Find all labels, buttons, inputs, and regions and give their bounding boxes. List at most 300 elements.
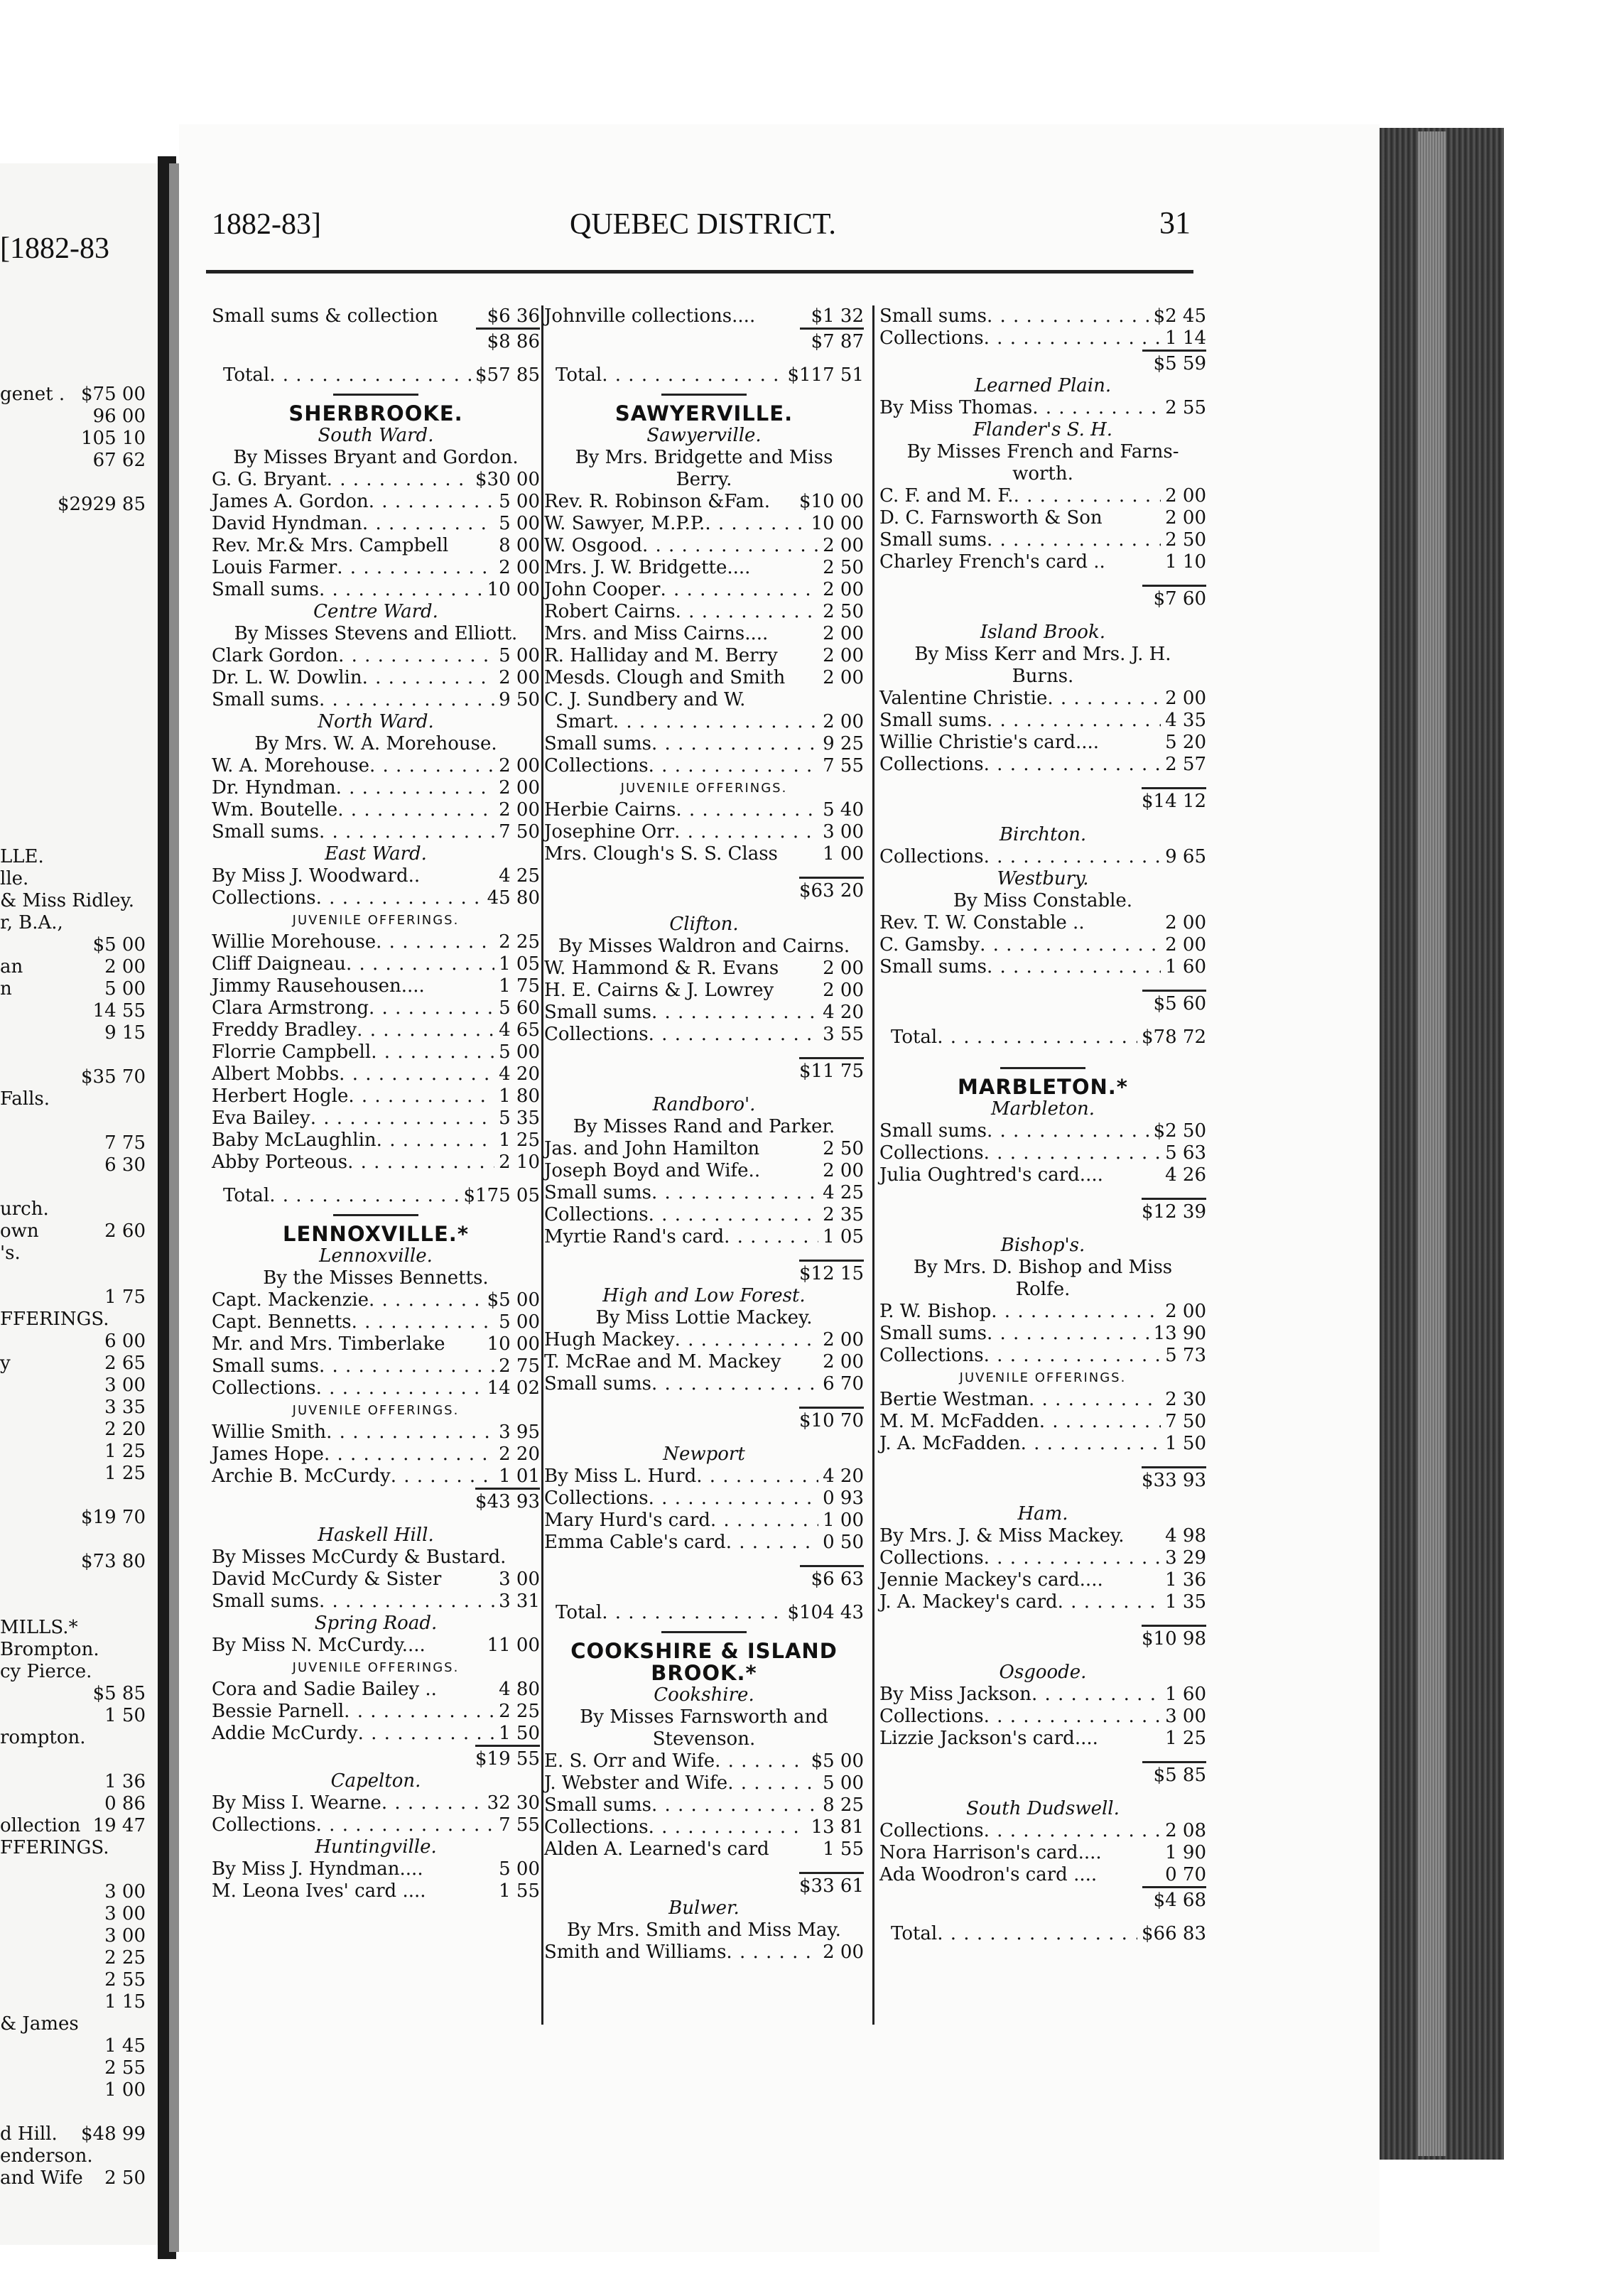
- left-page-line: [0, 1419, 146, 1441]
- leader-dots: [987, 529, 1161, 551]
- ledger-line: [879, 485, 1206, 507]
- ledger-line: [212, 1701, 540, 1723]
- entry-name: Joseph Boyd and Wife..: [544, 1160, 761, 1181]
- entry-name: Robert Cairns: [544, 601, 676, 622]
- entry-name: James A. Gordon: [212, 491, 369, 512]
- entry-name: David McCurdy & Sister: [212, 1569, 442, 1590]
- entry-name: Small sums: [544, 733, 651, 754]
- collector-line: By Mrs. Bridgette and Miss: [575, 447, 833, 468]
- spacer: [879, 1912, 1206, 1923]
- entry-name: By Miss Jackson: [879, 1684, 1031, 1705]
- entry-amount: 2 00: [823, 645, 864, 666]
- entry-name: D. C. Farnsworth & Son: [879, 507, 1103, 529]
- leader-dots: [991, 1301, 1161, 1323]
- section-heading: MARBLETON.*: [958, 1075, 1128, 1099]
- entry-fragment: own: [0, 1220, 39, 1242]
- spacer: [879, 1650, 1206, 1662]
- entry-amount: 7 75: [104, 1132, 146, 1154]
- entry-name: Hugh Mackey: [544, 1329, 675, 1350]
- leader-dots: [269, 1185, 459, 1207]
- ledger-line: [544, 689, 864, 711]
- ledger-line: [212, 1814, 540, 1836]
- leader-dots: [987, 710, 1161, 732]
- entry-fragment: Brompton.: [0, 1639, 99, 1660]
- entry-amount: 2 00: [1165, 507, 1206, 529]
- leader-dots: [984, 1142, 1161, 1164]
- entry-amount: $35 70: [81, 1066, 146, 1088]
- entry-name: Abby Porteous: [212, 1152, 348, 1173]
- ledger-line: [544, 755, 864, 777]
- entry-amount: 2 20: [104, 1419, 146, 1440]
- entry-name: James Hope: [212, 1444, 324, 1465]
- entry-fragment: r, B.A.,: [0, 912, 63, 933]
- left-page-line: [0, 890, 146, 912]
- ledger-line: [212, 1041, 540, 1063]
- left-page-line: [0, 1331, 146, 1353]
- entry-name: Myrtie Rand's card: [544, 1226, 725, 1247]
- entry-amount: $104 43: [787, 1602, 864, 1623]
- entry-amount: 2 00: [823, 711, 864, 732]
- entry-amount: 4 25: [823, 1182, 864, 1203]
- ledger-line: [879, 1706, 1206, 1728]
- ledger-line: [212, 1547, 540, 1569]
- spacer: [544, 1861, 864, 1872]
- entry-amount: 2 25: [499, 931, 540, 953]
- entry-amount: 3 31: [499, 1591, 540, 1612]
- ledger-line: [212, 579, 540, 601]
- entry-amount: 4 20: [499, 1063, 540, 1085]
- entry-amount: $5 85: [92, 1683, 146, 1704]
- ledger-line: [212, 1185, 540, 1207]
- entry-name: T. McRae and M. Mackey: [544, 1351, 781, 1372]
- left-page-line: [0, 2079, 146, 2101]
- left-page-line: [0, 1022, 146, 1044]
- left-page-line: [0, 1529, 146, 1551]
- left-page-line: [0, 1771, 146, 1793]
- entry-name: Collections: [212, 1814, 316, 1836]
- leader-dots: [642, 535, 818, 557]
- entry-amount: 10 00: [487, 1333, 540, 1355]
- left-page-line: [0, 2035, 146, 2057]
- ledger-line: [212, 1679, 540, 1701]
- left-page-line: [0, 1903, 146, 1925]
- entry-amount: 5 00: [499, 1311, 540, 1333]
- entry-name: By Miss J. Woodward..: [212, 865, 421, 887]
- place-subheading: High and Low Forest.: [602, 1285, 806, 1306]
- left-page-line: [0, 1815, 146, 1837]
- entry-amount: 4 35: [1165, 710, 1206, 731]
- entry-name: Charley French's card ..: [879, 551, 1105, 573]
- place-subheading: Huntingville.: [315, 1836, 437, 1858]
- left-page-line: [0, 824, 146, 846]
- left-page-line: [0, 1353, 146, 1375]
- subtotal-amount: $5 85: [1142, 1761, 1206, 1787]
- leader-dots: [377, 1130, 494, 1152]
- ledger-line: [544, 821, 864, 843]
- entry-name: R. Halliday and M. Berry: [544, 645, 778, 666]
- entry-name: Small sums: [212, 821, 319, 843]
- collector-line: By Misses Rand and Parker.: [573, 1116, 835, 1137]
- left-page-line: [0, 1000, 146, 1022]
- spacer: [544, 902, 864, 914]
- left-page-line: [0, 1837, 146, 1859]
- place-subheading: Sawyerville.: [646, 425, 762, 446]
- leader-dots: [319, 689, 494, 711]
- ledger-line: [879, 1433, 1206, 1455]
- ledger-line: [544, 1488, 864, 1510]
- entry-amount: 2 00: [104, 956, 146, 978]
- entry-fragment: LLE.: [0, 846, 44, 867]
- collector-line: Stevenson.: [652, 1728, 756, 1750]
- place-subheading: Island Brook.: [980, 622, 1105, 643]
- entry-amount: 3 00: [1165, 1706, 1206, 1727]
- entry-name: By Misses McCurdy & Bustard.: [212, 1547, 507, 1568]
- spacer: [879, 1492, 1206, 1503]
- leader-dots: [987, 956, 1161, 978]
- section-heading: SAWYERVILLE.: [614, 401, 794, 426]
- entry-fragment: enderson.: [0, 2145, 93, 2167]
- entry-name: C. F. and M. F.: [879, 485, 1014, 507]
- entry-name: Mrs. J. W. Bridgette....: [544, 557, 751, 578]
- place-subheading: Randboro'.: [652, 1094, 756, 1115]
- entry-name: Small sums: [879, 529, 987, 551]
- entry-name: Nora Harrison's card....: [879, 1842, 1102, 1863]
- leader-dots: [338, 645, 494, 667]
- entry-amount: 2 50: [104, 2167, 146, 2189]
- juvenile-heading: JUVENILE OFFERINGS.: [959, 1370, 1127, 1385]
- subtotal: [544, 1407, 864, 1432]
- collector-line: worth.: [1012, 463, 1073, 484]
- entry-amount: 1 05: [499, 953, 540, 975]
- ledger-line: [544, 364, 864, 386]
- place-subheading: Haskell Hill.: [318, 1525, 434, 1546]
- entry-name: W. Sawyer, M.P.P.: [544, 513, 705, 534]
- entry-name: W. A. Morehouse: [212, 755, 369, 776]
- ledger-line: [212, 1085, 540, 1108]
- left-page-line: [0, 1683, 146, 1705]
- ledger-line: [212, 689, 540, 711]
- juvenile-heading: JUVENILE OFFERINGS.: [620, 781, 788, 796]
- entry-amount: 7 50: [1165, 1411, 1206, 1432]
- leader-dots: [651, 1373, 818, 1395]
- entry-name: Total: [556, 1602, 602, 1623]
- entry-name: Baby McLaughlin: [212, 1130, 377, 1151]
- ledger-line: [212, 1063, 540, 1085]
- entry-name: Rev. Mr.& Mrs. Campbell: [212, 535, 449, 556]
- leader-dots: [381, 1792, 483, 1814]
- entry-name: Total: [223, 364, 270, 386]
- left-page-line: [0, 1661, 146, 1683]
- entry-amount: 0 86: [104, 1793, 146, 1814]
- ledger-line: [879, 846, 1206, 868]
- left-page-line: [0, 1066, 146, 1088]
- entry-name: Eva Bailey: [212, 1108, 310, 1129]
- entry-amount: $5 00: [487, 1289, 540, 1311]
- leader-dots: [675, 1329, 819, 1351]
- entry-amount: 4 65: [499, 1019, 540, 1041]
- entry-name: By Miss Thomas: [879, 397, 1033, 418]
- entry-name: John Cooper: [544, 579, 661, 600]
- ledger-line: [879, 1027, 1206, 1049]
- leader-dots: [651, 1182, 818, 1204]
- left-page-line: [0, 229, 146, 251]
- entry-amount: 0 93: [823, 1488, 864, 1509]
- entry-amount: 1 10: [1165, 551, 1206, 573]
- ledger-line: [544, 601, 864, 623]
- collector-line: By Misses French and Farns-: [906, 441, 1179, 462]
- subtotal: [212, 327, 540, 353]
- ledger-line: [544, 1182, 864, 1204]
- leader-dots: [310, 1108, 494, 1130]
- spacer: [879, 813, 1206, 824]
- entry-amount: 4 20: [823, 1466, 864, 1487]
- entry-amount: 2 00: [823, 980, 864, 1001]
- ledger-line: [879, 912, 1206, 934]
- ledger-line: [879, 710, 1206, 732]
- place-subheading: South Ward.: [318, 425, 434, 446]
- ledger-line: [879, 1547, 1206, 1569]
- subtotal-amount: $7 87: [800, 327, 864, 353]
- place-subheading: Learned Plain.: [974, 375, 1112, 396]
- entry-amount: $2 50: [1153, 1120, 1206, 1142]
- ledger-line: [544, 1226, 864, 1248]
- entry-amount: $1 32: [811, 305, 864, 327]
- leader-dots: [651, 1002, 818, 1024]
- entry-amount: 2 55: [1165, 397, 1206, 418]
- entry-amount: 0 70: [1165, 1864, 1206, 1885]
- left-page-line: [0, 868, 146, 890]
- entry-amount: 14 02: [487, 1377, 540, 1399]
- left-page-line: [0, 516, 146, 538]
- leader-dots: [651, 733, 818, 755]
- juvenile-heading: JUVENILE OFFERINGS.: [292, 1660, 460, 1675]
- entry-name: Capt. Mackenzie: [212, 1289, 369, 1311]
- entry-amount: 6 30: [104, 1154, 146, 1176]
- spacer: [544, 1432, 864, 1444]
- entry-amount: 2 50: [823, 1138, 864, 1159]
- subtotal: [544, 877, 864, 902]
- ledger-line: [544, 1510, 864, 1532]
- collector-line: Berry.: [676, 469, 732, 490]
- entry-amount: 2 65: [104, 1353, 146, 1374]
- column-rule-1: [541, 305, 543, 2025]
- column-1: [212, 305, 540, 1902]
- ledger-line: [212, 364, 540, 386]
- entry-name: Collections: [879, 1547, 984, 1569]
- spacer: [879, 1186, 1206, 1198]
- left-page-line: [0, 1595, 146, 1617]
- ledger-line: [212, 1444, 540, 1466]
- entry-name: W. Hammond & R. Evans: [544, 958, 779, 979]
- left-page-line: [0, 274, 146, 296]
- entry-amount: 5 40: [823, 799, 864, 821]
- running-head-title: QUEBEC DISTRICT.: [570, 208, 836, 241]
- ledger-line: [544, 491, 864, 513]
- ledger-line: [879, 1728, 1206, 1750]
- left-page-line: [0, 648, 146, 670]
- left-page-line: [0, 604, 146, 626]
- entry-fragment: genet .: [0, 384, 65, 405]
- leader-dots: [362, 667, 495, 689]
- collector-line: By Miss Constable.: [953, 890, 1133, 911]
- leader-dots: [1039, 1411, 1161, 1433]
- entry-name: Archie B. McCurdy: [212, 1466, 391, 1487]
- entry-name: Ada Woodron's card ....: [879, 1864, 1098, 1885]
- entry-name: Small sums: [879, 1120, 987, 1142]
- leader-dots: [324, 1444, 494, 1466]
- ledger-line: [212, 491, 540, 513]
- entry-name: Small sums: [212, 689, 319, 710]
- spacer: [544, 353, 864, 364]
- leader-dots: [348, 1085, 494, 1108]
- ledger-line: [879, 551, 1206, 573]
- entry-fragment: 's.: [0, 1242, 21, 1264]
- entry-name: M. M. McFadden: [879, 1411, 1039, 1432]
- entry-name: Mrs. Clough's S. S. Class: [544, 843, 778, 865]
- entry-amount: 2 00: [1165, 912, 1206, 933]
- section-heading: LENNOXVILLE.*: [283, 1222, 469, 1246]
- left-page-line: [0, 1397, 146, 1419]
- collector-line: By Misses Stevens and Elliott.: [234, 623, 518, 644]
- leader-dots: [357, 1019, 494, 1041]
- entry-amount: 5 00: [104, 978, 146, 1000]
- ledger-line: [212, 1130, 540, 1152]
- entry-name: Rev. R. Robinson &Fam.: [544, 491, 770, 512]
- entry-name: Jas. and John Hamilton: [544, 1138, 760, 1159]
- subtotal-amount: $5 59: [1142, 350, 1206, 375]
- entry-amount: 1 75: [499, 975, 540, 997]
- leader-dots: [987, 1120, 1149, 1142]
- ledger-line: [212, 931, 540, 953]
- ledger-line: [879, 1842, 1206, 1864]
- leader-dots: [984, 1345, 1161, 1367]
- left-page-line: [0, 1639, 146, 1661]
- entry-amount: $57 85: [475, 364, 540, 386]
- leader-dots: [980, 934, 1161, 956]
- entry-amount: 1 80: [499, 1085, 540, 1107]
- entry-name: Collections: [879, 327, 984, 349]
- subtotal-amount: $6 63: [800, 1565, 864, 1591]
- juvenile-heading: JUVENILE OFFERINGS.: [292, 913, 460, 928]
- entry-fragment: urch.: [0, 1198, 49, 1220]
- collector-line: By Mrs. W. A. Morehouse.: [254, 733, 497, 754]
- leader-dots: [337, 557, 494, 579]
- left-page-line: [0, 1287, 146, 1309]
- ledger-line: [879, 507, 1206, 529]
- ledger-line: [544, 579, 864, 601]
- left-page-line: [0, 1375, 146, 1397]
- entry-amount: 2 00: [499, 777, 540, 798]
- entry-name: Bertie Westman: [879, 1389, 1029, 1410]
- spacer: [544, 1083, 864, 1094]
- left-page-corner: [1882-83: [0, 232, 109, 265]
- leader-dots: [376, 931, 494, 953]
- ledger-line: [879, 305, 1206, 327]
- entry-amount: 4 80: [499, 1679, 540, 1700]
- entry-name: Alden A. Learned's card: [544, 1839, 769, 1860]
- entry-amount: 10 00: [487, 579, 540, 600]
- leader-dots: [1032, 397, 1161, 419]
- entry-name: Small sums & collection: [212, 305, 438, 327]
- entry-amount: 2 00: [823, 535, 864, 556]
- leader-dots: [651, 1794, 818, 1816]
- left-page-line: [0, 670, 146, 692]
- leader-dots: [319, 1591, 494, 1613]
- leader-dots: [344, 1701, 494, 1723]
- entry-name: Cliff Daigneau: [212, 953, 346, 975]
- spacer: [212, 1513, 540, 1525]
- entry-amount: 3 55: [823, 1024, 864, 1045]
- ledger-line: [212, 645, 540, 667]
- subtotal: [879, 585, 1206, 610]
- leader-dots: [316, 1814, 494, 1836]
- left-page-line: [0, 582, 146, 604]
- left-page-line: [0, 956, 146, 978]
- leader-dots: [1031, 1684, 1161, 1706]
- ledger-line: [544, 958, 864, 980]
- left-page-line: [0, 934, 146, 956]
- collector-line: By Mrs. D. Bishop and Miss: [913, 1257, 1173, 1278]
- entry-amount: 5 60: [499, 997, 540, 1019]
- ledger-line: [212, 799, 540, 821]
- ledger-line: [544, 645, 864, 667]
- entry-name: M. Leona Ives' card ....: [212, 1880, 426, 1902]
- left-page-line: [0, 780, 146, 802]
- entry-amount: 2 00: [823, 667, 864, 688]
- entry-amount: 10 00: [811, 513, 864, 534]
- entry-amount: 1 05: [823, 1226, 864, 1247]
- entry-name: Rev. T. W. Constable ..: [879, 912, 1085, 933]
- entry-name: Jennie Mackey's card....: [879, 1569, 1103, 1591]
- place-subheading: Centre Ward.: [313, 601, 438, 622]
- subtotal-amount: $12 15: [799, 1260, 864, 1285]
- entry-name: Small sums: [212, 1591, 319, 1612]
- left-page-line: [0, 251, 146, 274]
- ledger-line: [212, 1355, 540, 1377]
- collector-line: By Mrs. Smith and Miss May.: [567, 1919, 841, 1941]
- entry-name: Willie Morehouse: [212, 931, 377, 953]
- entry-fragment: rompton.: [0, 1727, 86, 1748]
- ledger-line: [879, 327, 1206, 350]
- ledger-line: [879, 1345, 1206, 1367]
- place-subheading: East Ward.: [325, 843, 427, 865]
- entry-name: Collections: [879, 1345, 984, 1366]
- entry-name: C. Gamsby: [879, 934, 980, 955]
- spacer: [879, 1015, 1206, 1027]
- subtotal-amount: $33 61: [799, 1872, 864, 1897]
- ledger-line: [879, 1389, 1206, 1411]
- entry-name: Louis Farmer: [212, 557, 337, 578]
- ledger-line: [212, 1152, 540, 1174]
- ledger-line: [212, 865, 540, 887]
- entry-fragment: FFERINGS.: [0, 1837, 109, 1858]
- leader-dots: [319, 821, 494, 843]
- place-subheading: South Dudswell.: [966, 1798, 1120, 1819]
- left-page-line: [0, 318, 146, 340]
- entry-name: Collections: [212, 1377, 316, 1399]
- entry-amount: 5 00: [499, 491, 540, 512]
- subtotal-amount: $10 70: [799, 1407, 864, 1432]
- entry-amount: 2 00: [823, 1160, 864, 1181]
- entry-amount: 8 25: [823, 1794, 864, 1816]
- place-subheading: Clifton.: [669, 914, 739, 935]
- left-page-line: [0, 1573, 146, 1595]
- place-subheading: Spring Road.: [314, 1613, 438, 1634]
- entry-amount: $6 36: [487, 305, 540, 327]
- entry-amount: 5 00: [499, 513, 540, 534]
- entry-name: Herbie Cairns: [544, 799, 676, 821]
- left-page-line: [0, 207, 146, 229]
